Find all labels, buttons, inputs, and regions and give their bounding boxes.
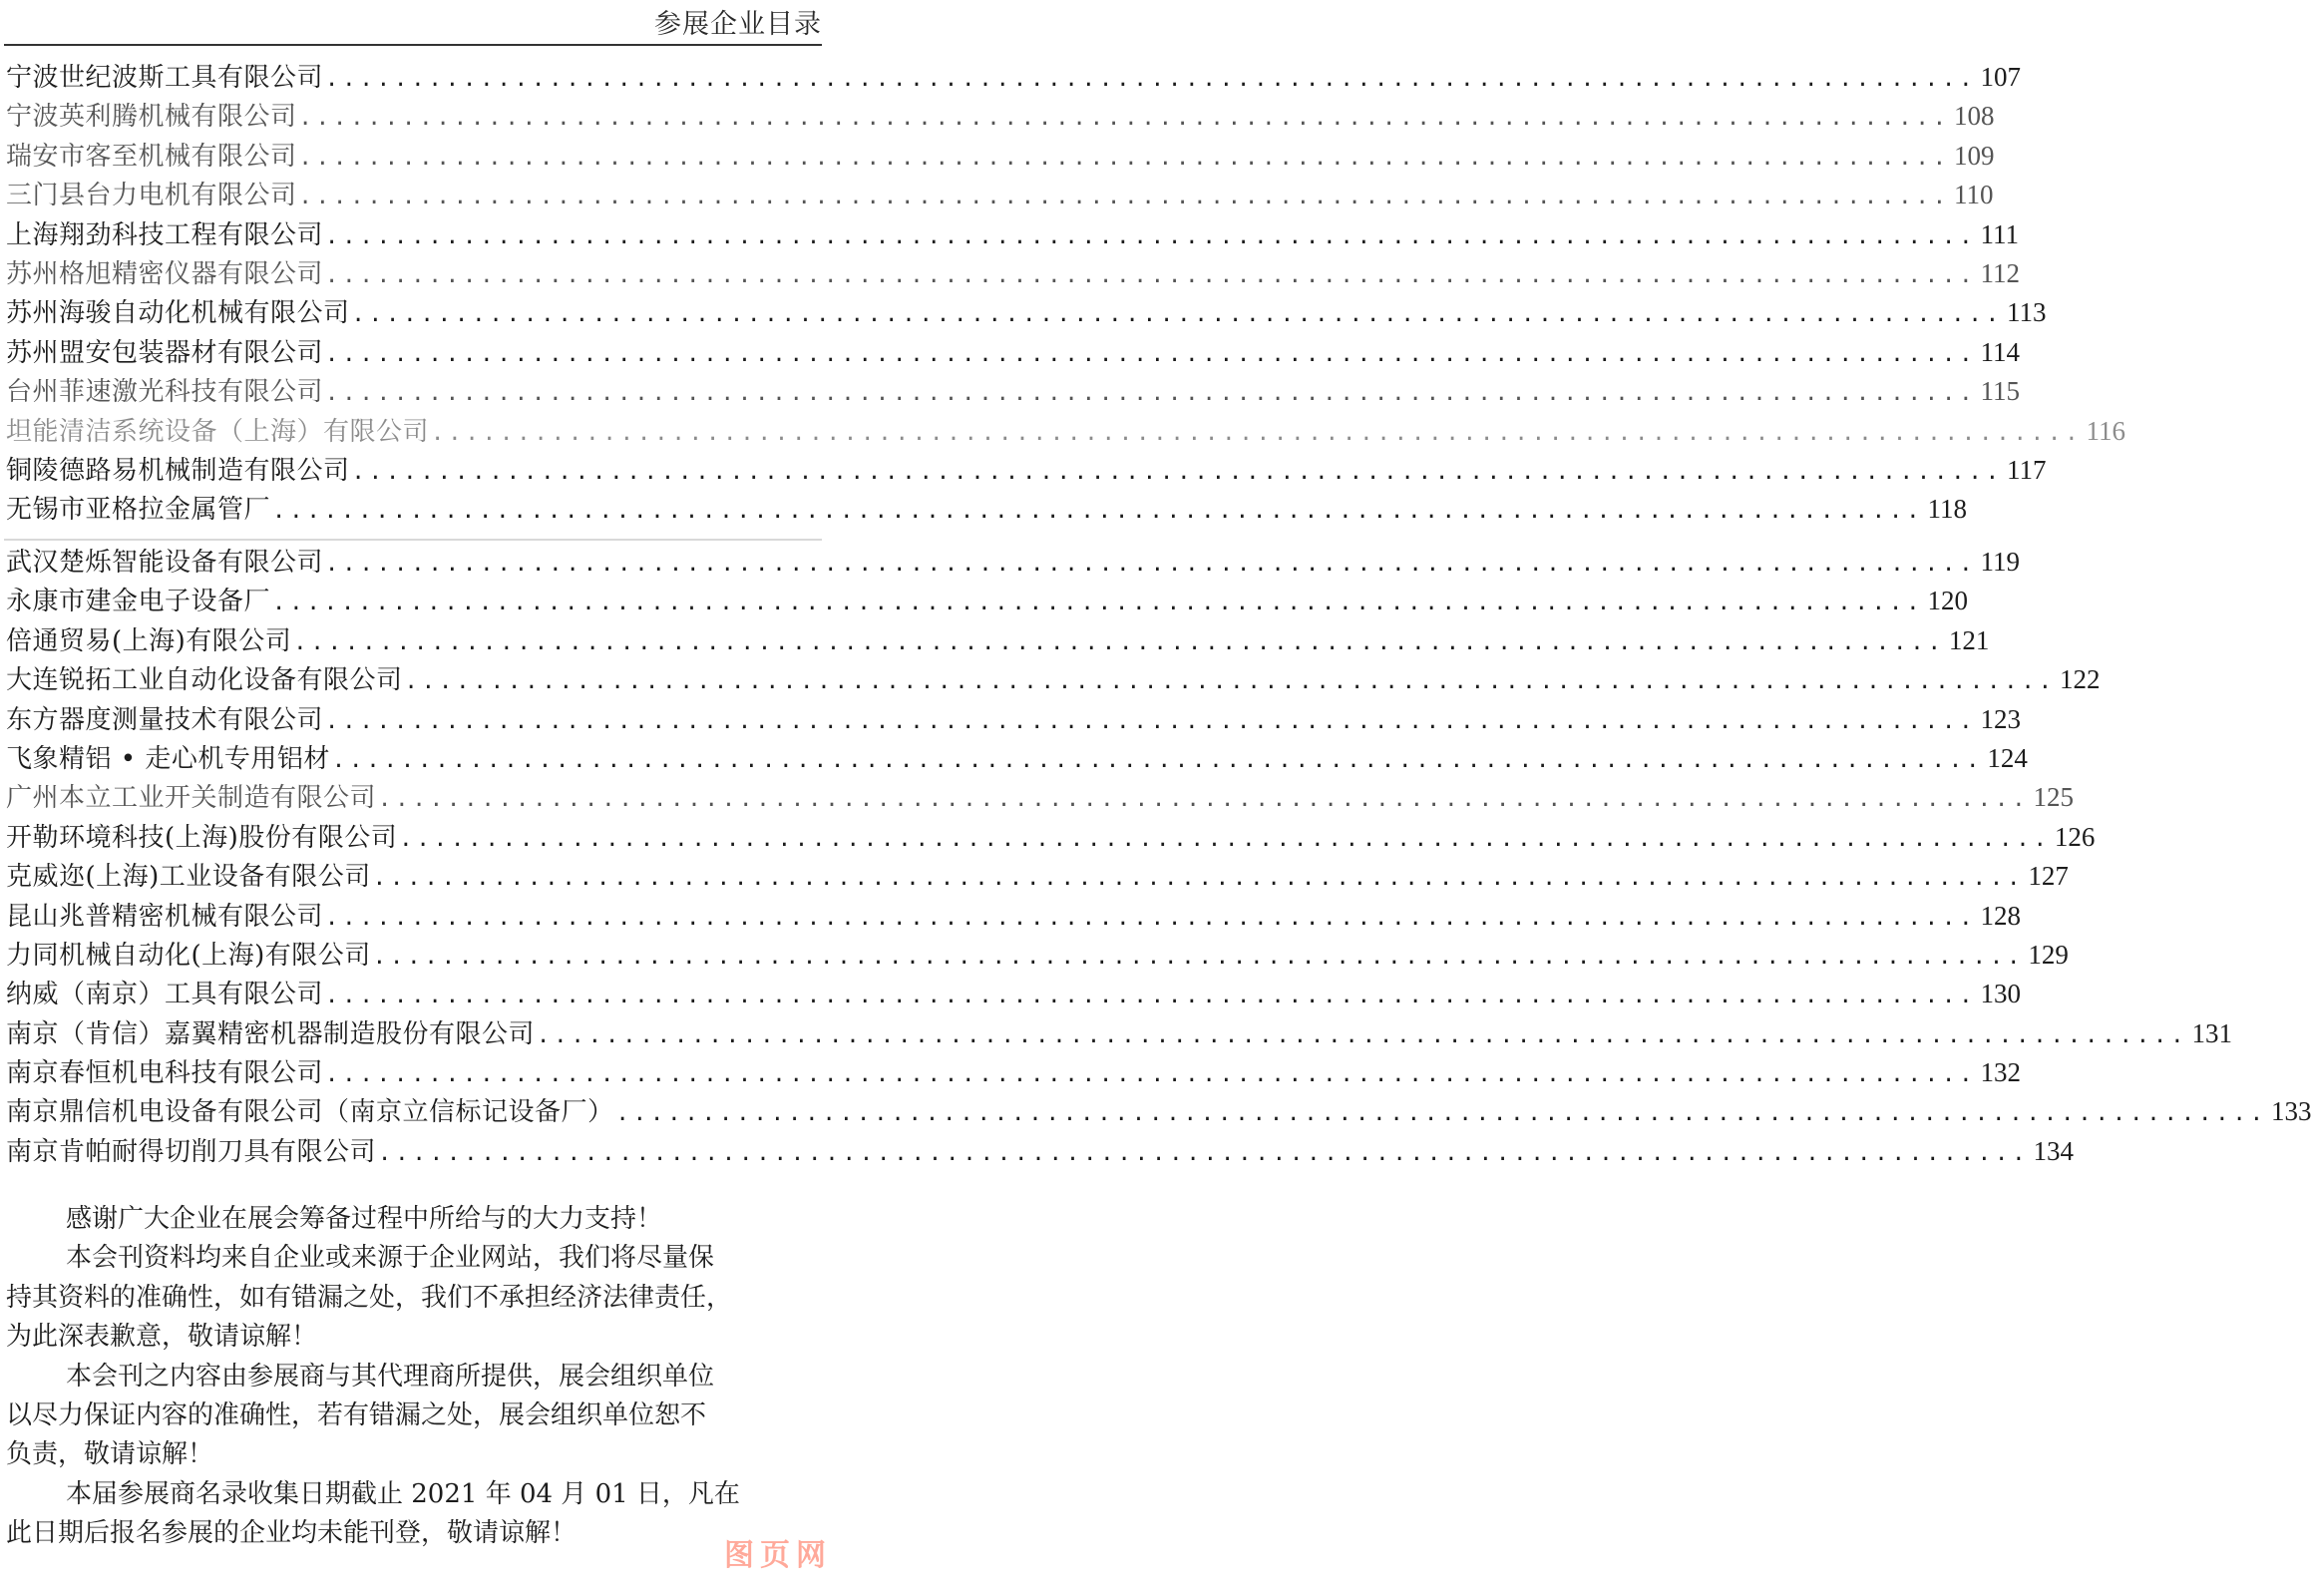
toc-entry-page: 125 [2033,782,2075,813]
toc-entry-page: 113 [2007,297,2047,328]
toc-entry [6,739,2028,778]
disclaimer-line: 为此深表歉意，敬请谅解！ [6,1322,318,1353]
toc-entry-page: 124 [1987,742,2028,773]
toc-entry-name: 开勒环境科技(上海)股份有限公司 [6,822,398,853]
toc-entry [6,176,1994,214]
toc-entry-name: 上海翔劲科技工程有限公司 [6,219,324,250]
toc-entry-name: 武汉楚烁智能设备有限公司 [6,548,324,578]
toc-entry-page: 107 [1980,62,2022,92]
toc-entry-name: 南京肯帕耐得切削刀具有限公司 [6,1136,377,1167]
toc-leader-dots: ................................................................................................ [293,629,1945,655]
toc-group-1 [6,58,2126,530]
toc-entry-page: 112 [1980,257,2021,288]
page-title: 参展企业目录 [654,9,822,40]
toc-entry [6,818,2096,857]
disclaimer-line: 以尽力保证内容的准确性，若有错漏之处，展会组织单位恕不 [6,1399,707,1430]
disclaimer-line: 本会刊之内容由参展商与其代理商所提供，展会组织单位 [66,1361,715,1392]
toc-entry-name: 无锡市亚格拉金属管厂 [6,495,271,526]
toc-entry-name: 力同机械自动化(上海)有限公司 [6,940,371,971]
disclaimer-notes [6,1200,820,1554]
toc-entry [6,293,2047,332]
disclaimer-line: 负责，敬请谅解！ [6,1439,214,1470]
toc-leader-dots: ................................................................................................ [325,552,1977,577]
toc-entry-page: 128 [1980,900,2022,931]
toc-leader-dots: ................................................................................................ [351,459,2004,485]
toc-entry-name: 永康市建金电子设备厂 [6,587,271,617]
toc-entry-page: 134 [2033,1135,2075,1166]
toc-leader-dots: ................................................................................................ [325,341,1977,367]
toc-entry-name: 坦能清洁系统设备（上海）有限公司 [6,416,430,447]
toc-entry-page: 115 [1980,376,2021,407]
toc-entry [6,660,2101,699]
toc-leader-dots: ................................................................................................ [431,420,2083,446]
toc-entry-name: 三门县台力电机有限公司 [6,181,297,211]
toc-entry [6,1092,2312,1131]
toc-entry-page: 118 [1927,494,1968,525]
thanks-line: 感谢广大企业在展会筹备过程中所给与的大力支持！ [66,1204,663,1234]
toc-leader-dots: ................................................................................................ [331,747,1984,773]
toc-entry-page: 117 [2007,454,2047,485]
toc-entry [6,778,2075,817]
toc-leader-dots: ................................................................................................ [298,106,1951,132]
toc-entry [6,58,2022,97]
toc-entry [6,372,2021,411]
toc-leader-dots: ................................................................................................ [378,787,2030,813]
toc-entry [6,582,1969,620]
toc-entry-name: 瑞安市客至机械有限公司 [6,141,297,172]
toc-entry-name: 台州菲速激光科技有限公司 [6,377,324,408]
toc-entry [6,490,1968,529]
toc-entry [6,254,2021,293]
toc-entry [6,897,2022,936]
toc-entry-name: 南京鼎信机电设备有限公司（南京立信标记设备厂） [6,1097,614,1128]
toc-entry-name: 铜陵德路易机械制造有限公司 [6,455,350,486]
toc-entry-name: 东方器度测量技术有限公司 [6,704,324,735]
toc-leader-dots: ................................................................................................ [272,499,1924,525]
toc-entry-name: 纳威（南京）工具有限公司 [6,980,324,1010]
toc-entry-page: 123 [1980,703,2022,734]
toc-entry [6,137,1995,176]
toc-entry-page: 130 [1980,979,2022,1009]
toc-entry-page: 133 [2271,1096,2312,1127]
disclaimer-line: 本会刊资料均来自企业或来源于企业网站，我们将尽量保 [66,1243,715,1274]
toc-entry [6,857,2069,896]
toc-leader-dots: ................................................................................................ [378,1140,2030,1166]
toc-entry-page: 110 [1954,180,1994,210]
disclaimer-line: 持其资料的准确性，如有错漏之处，我们不承担经济法律责任， [6,1282,733,1313]
toc-group-2 [6,543,2312,1171]
toc-leader-dots: ................................................................................................ [298,145,1951,171]
toc-leader-dots: ................................................................................................ [325,223,1977,249]
toc-leader-dots: ................................................................................................ [325,1062,1977,1088]
toc-entry [6,333,2021,372]
group-divider [4,539,822,541]
toc-entry-page: 111 [1980,218,2020,249]
toc-entry-page: 121 [1948,624,1990,655]
toc-leader-dots: ................................................................................................ [325,984,1977,1009]
toc-entry-name: 宁波英利腾机械有限公司 [6,102,297,133]
toc-leader-dots: ................................................................................................ [325,262,1977,288]
toc-leader-dots: ................................................................................................ [325,905,1977,931]
toc-entry-name: 广州本立工业开关制造有限公司 [6,783,377,814]
toc-entry-name: 南京（肯信）嘉翼精密机器制造股份有限公司 [6,1018,536,1049]
toc-entry-name: 苏州盟安包装器材有限公司 [6,337,324,368]
toc-leader-dots: ................................................................................................ [615,1101,2268,1127]
toc-entry [6,543,2021,582]
toc-entry [6,97,1995,136]
toc-leader-dots: ................................................................................................ [372,944,2025,970]
toc-entry-name: 苏州海骏自动化机械有限公司 [6,298,350,329]
toc-entry [6,451,2047,490]
toc-entry-page: 114 [1980,336,2021,367]
toc-entry-name: 宁波世纪波斯工具有限公司 [6,63,324,93]
toc-entry [6,1014,2233,1053]
toc-entry-name: 飞象精铝 • 走心机专用铝材 [6,743,330,774]
toc-entry [6,936,2069,975]
toc-leader-dots: ................................................................................................ [372,866,2025,892]
site-watermark: 图页网 [724,1538,832,1573]
toc-entry-page: 109 [1954,140,1995,171]
toc-leader-dots: ................................................................................................ [298,185,1951,210]
toc-entry-page: 120 [1927,586,1969,616]
toc-entry-page: 122 [2060,664,2101,695]
toc-entry-page: 116 [2086,415,2126,446]
disclaimer-line: 本届参展商名录收集日期截止 2021 年 04 月 01 日，凡在 [66,1478,740,1509]
toc-leader-dots: ................................................................................................ [325,708,1977,734]
toc-leader-dots: ................................................................................................ [399,826,2051,852]
toc-entry-name: 克威迩(上海)工业设备有限公司 [6,862,371,893]
toc-entry-name: 倍通贸易(上海)有限公司 [6,625,292,656]
toc-leader-dots: ................................................................................................ [325,381,1977,407]
toc-entry-name: 南京春恒机电科技有限公司 [6,1058,324,1089]
toc-leader-dots: ................................................................................................ [404,669,2057,695]
toc-entry-page: 126 [2054,821,2096,852]
header-rule [4,44,822,46]
toc-entry [6,621,1990,660]
toc-entry [6,412,2126,451]
toc-entry-name: 大连锐拓工业自动化设备有限公司 [6,665,403,696]
toc-leader-dots: ................................................................................................ [325,67,1977,92]
toc-entry-page: 119 [1980,547,2021,577]
toc-entry-page: 132 [1980,1057,2022,1088]
toc-entry-page: 131 [2191,1017,2233,1048]
toc-entry [6,215,2020,254]
toc-leader-dots: ................................................................................................ [272,591,1924,616]
page-header [0,0,856,44]
toc-entry-name: 昆山兆普精密机械有限公司 [6,901,324,932]
disclaimer-line: 此日期后报名参展的企业均未能刊登，敬请谅解！ [6,1518,578,1549]
toc-leader-dots: ................................................................................................ [351,302,2004,328]
toc-leader-dots: ................................................................................................ [537,1022,2188,1048]
toc-entry [6,1132,2075,1171]
toc-entry [6,700,2022,739]
toc-entry [6,975,2022,1013]
toc-entry-page: 129 [2028,939,2069,970]
toc-entry-page: 127 [2028,861,2069,892]
toc-entry-page: 108 [1954,101,1995,132]
toc-entry [6,1053,2022,1092]
toc-entry-name: 苏州格旭精密仪器有限公司 [6,258,324,289]
